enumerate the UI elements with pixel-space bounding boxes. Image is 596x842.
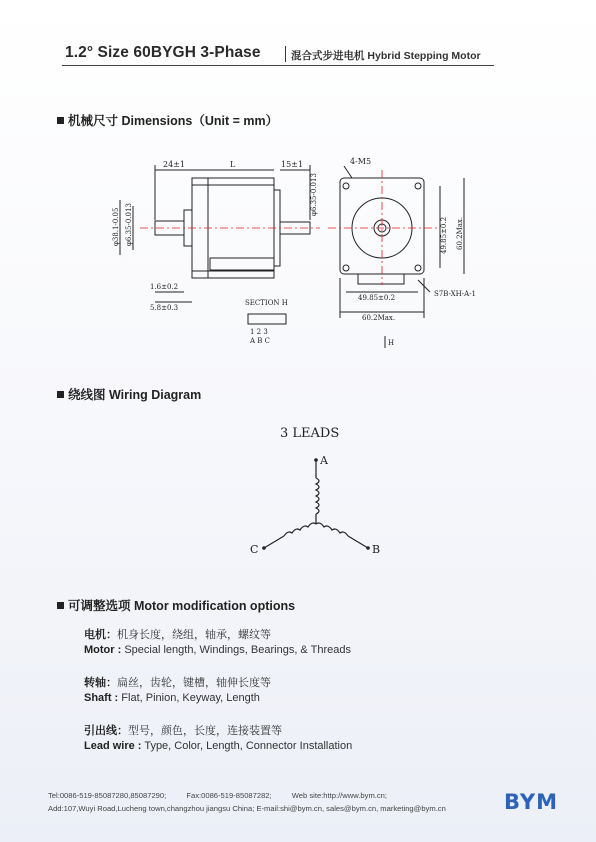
- dim-label: φ6.35-0.013: [125, 203, 133, 246]
- page-title: 1.2° Size 60BYGH 3-Phase: [65, 44, 261, 61]
- dim-label: φ38.1-0.05: [112, 207, 120, 246]
- wiring-heading: 绕线图 Wiring Diagram: [57, 385, 201, 403]
- dim-label: A B C: [250, 337, 271, 345]
- option-motor-cn: 电机：机身长度，绕组，轴承，螺纹等: [84, 629, 271, 641]
- square-bullet-icon: [57, 117, 64, 124]
- option-lead-cn: 引出线：型号，颜色，长度，连接装置等: [84, 725, 282, 737]
- lead-c-label: C: [250, 543, 259, 556]
- square-bullet-icon: [57, 391, 64, 398]
- page-subtitle: 混合式步进电机 Hybrid Stepping Motor: [291, 50, 481, 62]
- footer-tel: Tel:0086-519-85087280,85087290;: [48, 791, 167, 800]
- lead-a-label: A: [320, 454, 328, 467]
- header-rule: [62, 65, 494, 66]
- dim-label: 5.8±0.3: [150, 304, 179, 312]
- coil-a: [316, 478, 319, 514]
- square-bullet-icon: [57, 602, 64, 609]
- dim-label: 49.85±0.2: [358, 294, 396, 302]
- options-heading: 可调整选项 Motor modification options: [57, 596, 295, 614]
- brand-logo: BYM: [504, 790, 558, 814]
- coil-b: [316, 523, 348, 536]
- option-motor-en: Motor : Special length, Windings, Bearings, & Threads: [84, 644, 351, 656]
- coil-c: [284, 523, 316, 536]
- dim-label: S7B-XH-A-1: [434, 290, 476, 298]
- page-header: [62, 44, 494, 66]
- footer-fax: Fax:0086-519-85087282;: [186, 791, 272, 800]
- dim-label: φ6.35-0.013: [310, 173, 318, 216]
- connector-section: [248, 314, 286, 324]
- option-shaft-cn: 转轴：扁丝，齿轮，键槽，轴伸长度等: [84, 677, 271, 689]
- dim-label: H: [388, 339, 395, 347]
- dim-label: L: [230, 160, 236, 169]
- dim-label: 60.2Max.: [362, 314, 396, 322]
- dim-label: 15±1: [281, 160, 303, 169]
- dimensions-heading: 机械尺寸 Dimensions（Unit = mm）: [57, 111, 278, 129]
- dim-label: 24±1: [163, 160, 185, 169]
- option-shaft-en: Shaft : Flat, Pinion, Keyway, Length: [84, 692, 260, 704]
- footer-web: Web site:http://www.bym.cn;: [291, 791, 388, 800]
- dim-label: 4-M5: [350, 157, 372, 166]
- dimension-drawing: [100, 150, 500, 355]
- header-divider: [285, 46, 286, 62]
- footer-address: Add:107,Wuyi Road,Lucheng town,changzhou jiangsu China; E-mail:shi@bym.cn, sales@bym.cn, marketing@bym.cn: [48, 804, 446, 813]
- wiring-diagram: [230, 420, 410, 570]
- dim-label: 60.2Max.: [456, 216, 464, 250]
- dim-label: 1 2 3: [250, 328, 268, 336]
- footer-contact: [48, 791, 405, 800]
- dim-label: 49.85±0.2: [440, 216, 448, 254]
- lead-b-label: B: [372, 543, 381, 556]
- dim-label: SECTION H: [245, 299, 288, 307]
- option-lead-en: Lead wire : Type, Color, Length, Connector Installation: [84, 740, 353, 752]
- wiring-title: 3 LEADS: [280, 426, 340, 441]
- footer-email: E-mail:shi@bym.cn, sales@bym.cn, marketing@bym.cn: [256, 804, 446, 813]
- dim-label: 1.6±0.2: [150, 283, 179, 291]
